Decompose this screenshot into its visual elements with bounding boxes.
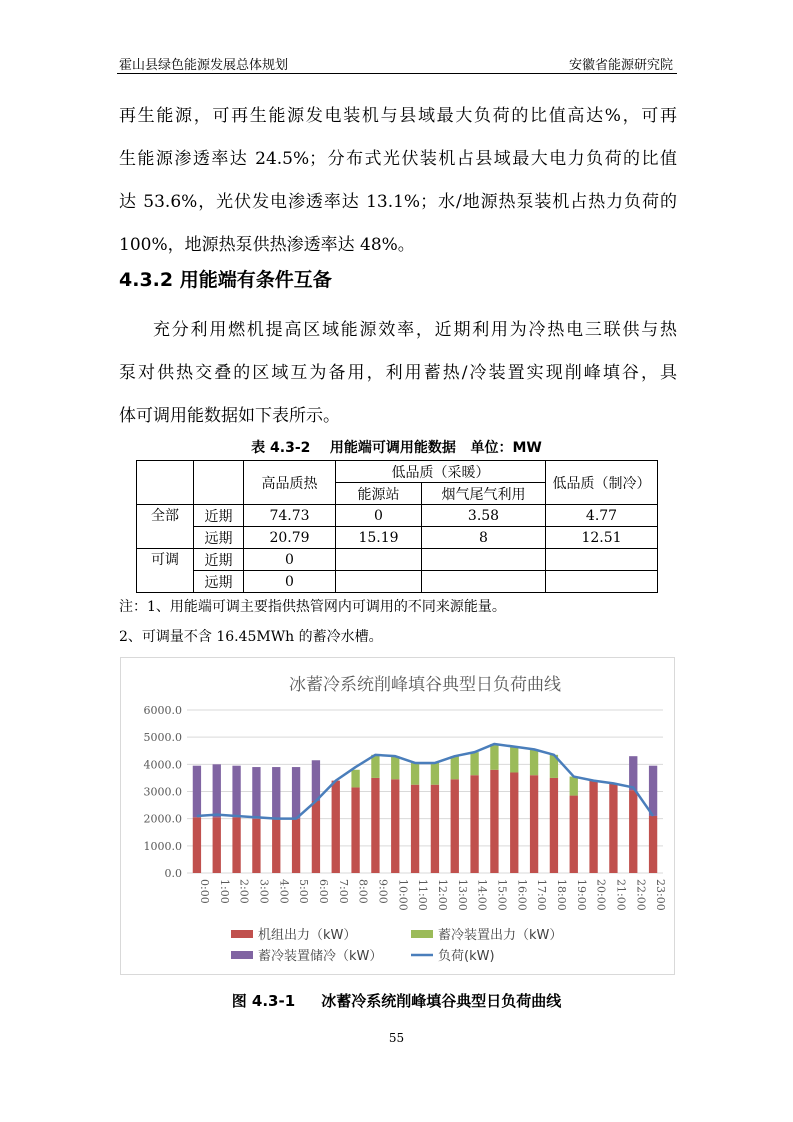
- paragraph-renewables: [119, 95, 677, 267]
- bar: [292, 819, 300, 873]
- x-tick-label: 2:00: [237, 879, 251, 904]
- bar: [312, 760, 320, 801]
- legend-swatch: [231, 930, 253, 938]
- bar: [232, 817, 240, 873]
- period-cell: 远期: [194, 571, 244, 593]
- bar: [510, 772, 518, 873]
- load-curve-chart: [121, 658, 674, 974]
- x-tick-label: 15:00: [495, 879, 509, 911]
- table-note: 2、可调量不含 16.45MWh 的蓄冷水槽。: [119, 629, 383, 645]
- y-tick-label: 3000.0: [143, 785, 182, 799]
- value-cell: 8: [422, 527, 546, 549]
- x-tick-label: 1:00: [217, 879, 231, 904]
- x-tick-label: 14:00: [475, 879, 489, 911]
- bar: [411, 785, 419, 873]
- paragraph-line: 再生能源，可再生能源发电装机与县域最大负荷的比值高达%，可再: [119, 106, 677, 126]
- bar: [530, 749, 538, 775]
- value-cell: [422, 571, 546, 593]
- group-label: 全部: [137, 505, 194, 549]
- period-cell: 近期: [194, 505, 244, 527]
- bar: [193, 817, 201, 873]
- bar: [490, 744, 498, 770]
- bar: [649, 816, 657, 873]
- y-tick-label: 1000.0: [143, 839, 182, 853]
- page-header-left: 霍山县绿色能源发展总体规划: [119, 58, 289, 73]
- x-tick-label: 0:00: [197, 879, 211, 904]
- y-tick-label: 0.0: [164, 867, 182, 880]
- bar: [252, 819, 260, 873]
- value-cell: 3.58: [422, 505, 546, 527]
- legend-label: 蓄冷装置储冷（kW）: [258, 949, 383, 964]
- table-row: [137, 571, 658, 593]
- paragraph-line: 泵对供热交叠的区域互为备用，利用蓄热/冷装置实现削峰填谷，具: [119, 363, 677, 383]
- bar: [312, 801, 320, 873]
- bar: [332, 781, 340, 873]
- value-cell: 20.79: [244, 527, 336, 549]
- bar: [351, 770, 359, 788]
- bar: [252, 767, 260, 819]
- legend-label: 机组出力（kW）: [258, 928, 357, 943]
- value-cell: 0: [336, 505, 422, 527]
- table-row: [137, 549, 658, 571]
- header-low-quality-cooling: 低品质（制冷）: [546, 461, 658, 505]
- bar: [510, 747, 518, 773]
- table-cell: [194, 461, 244, 505]
- table-note: 注：1、用能端可调主要指供热管网内可调用的不同来源能量。: [119, 599, 506, 615]
- x-tick-label: 4:00: [277, 879, 291, 904]
- bar: [232, 766, 240, 818]
- bar: [292, 767, 300, 819]
- bar: [431, 785, 439, 873]
- bar: [411, 763, 419, 785]
- bar: [193, 766, 201, 818]
- bar: [213, 764, 221, 817]
- legend-swatch: [411, 930, 433, 938]
- y-tick-label: 5000.0: [143, 731, 182, 745]
- x-tick-label: 20:00: [594, 879, 608, 911]
- bar: [649, 766, 657, 816]
- value-cell: 0: [244, 571, 336, 593]
- x-tick-label: 11:00: [416, 879, 430, 911]
- value-cell: [336, 549, 422, 571]
- section-heading: 4.3.2 用能端有条件互备: [119, 269, 332, 291]
- bar: [470, 752, 478, 775]
- value-cell: 74.73: [244, 505, 336, 527]
- table-cell: [137, 461, 194, 505]
- y-tick-label: 6000.0: [143, 704, 182, 717]
- table-row: [137, 527, 658, 549]
- x-tick-label: 18:00: [554, 879, 568, 911]
- bar: [451, 756, 459, 779]
- bar: [272, 767, 280, 819]
- bar: [391, 779, 399, 873]
- legend-label: 蓄冷装置出力（kW）: [438, 928, 563, 943]
- x-tick-label: 16:00: [515, 879, 529, 911]
- x-tick-label: 8:00: [356, 879, 370, 904]
- x-tick-label: 19:00: [574, 879, 588, 911]
- header-high-quality-heat: 高品质热: [244, 461, 336, 505]
- period-cell: 近期: [194, 549, 244, 571]
- value-cell: 15.19: [336, 527, 422, 549]
- x-tick-label: 9:00: [376, 879, 390, 904]
- value-cell: [546, 571, 658, 593]
- y-tick-label: 4000.0: [143, 758, 182, 772]
- bar: [272, 819, 280, 873]
- header-rule: [117, 73, 677, 74]
- chart-frame: [120, 657, 675, 975]
- x-tick-label: 7:00: [336, 879, 350, 904]
- bar: [371, 778, 379, 873]
- x-tick-label: 13:00: [455, 879, 469, 911]
- bar: [470, 775, 478, 873]
- bar: [570, 796, 578, 873]
- bar: [589, 781, 597, 873]
- bar: [391, 756, 399, 779]
- value-cell: 4.77: [546, 505, 658, 527]
- x-tick-label: 10:00: [396, 879, 410, 911]
- bar: [451, 779, 459, 873]
- bar: [530, 775, 538, 873]
- header-energy-station: 能源站: [336, 483, 422, 505]
- bar: [629, 756, 637, 790]
- header-low-quality-heating: 低品质（采暖）: [336, 461, 546, 483]
- group-label: 可调: [137, 549, 194, 593]
- x-tick-label: 17:00: [535, 879, 549, 911]
- figure-caption: 图 4.3-1 冰蓄冷系统削峰填谷典型日负荷曲线: [231, 992, 562, 1010]
- table-caption: 表 4.3-2 用能端可调用能数据 单位：MW: [251, 440, 542, 456]
- table-header-row: [137, 461, 658, 483]
- bar: [629, 790, 637, 873]
- value-cell: [336, 571, 422, 593]
- bar: [570, 777, 578, 796]
- x-tick-label: 23:00: [654, 879, 668, 911]
- x-tick-label: 6:00: [316, 879, 330, 904]
- load-line: [197, 744, 653, 819]
- paragraph-line: 达 53.6%，光伏发电渗透率达 13.1%；水/地源热泵装机占热力负荷的: [119, 192, 677, 212]
- bar: [431, 763, 439, 785]
- x-tick-label: 22:00: [634, 879, 648, 911]
- bar: [550, 778, 558, 873]
- data-table: [136, 460, 658, 593]
- legend-label: 负荷(kW): [438, 949, 495, 964]
- bar: [609, 783, 617, 873]
- x-tick-label: 12:00: [435, 879, 449, 911]
- legend-swatch: [231, 951, 253, 959]
- y-tick-label: 2000.0: [143, 812, 182, 826]
- page-number: 55: [388, 1031, 405, 1045]
- value-cell: [546, 549, 658, 571]
- bar: [351, 787, 359, 873]
- x-tick-label: 5:00: [297, 879, 311, 904]
- bar: [490, 770, 498, 873]
- period-cell: 远期: [194, 527, 244, 549]
- paragraph-line: 100%，地源热泵供热渗透率达 48%。: [119, 235, 415, 255]
- value-cell: 12.51: [546, 527, 658, 549]
- header-flue-gas: 烟气尾气利用: [422, 483, 546, 505]
- table-row: [137, 505, 658, 527]
- paragraph-line: 体可调用能数据如下表所示。: [119, 406, 340, 426]
- x-tick-label: 3:00: [257, 879, 271, 904]
- paragraph-line: 充分利用燃机提高区域能源效率，近期利用为冷热电三联供与热: [153, 320, 677, 340]
- chart-title: 冰蓄冷系统削峰填谷典型日负荷曲线: [289, 675, 561, 695]
- bar: [371, 755, 379, 778]
- bar: [213, 817, 221, 873]
- value-cell: [422, 549, 546, 571]
- page-header-right: 安徽省能源研究院: [568, 58, 673, 73]
- paragraph-mutual-backup: [119, 309, 677, 438]
- value-cell: 0: [244, 549, 336, 571]
- x-tick-label: 21:00: [614, 879, 628, 911]
- paragraph-line: 生能源渗透率达 24.5%；分布式光伏装机占县域最大电力负荷的比值: [119, 149, 677, 169]
